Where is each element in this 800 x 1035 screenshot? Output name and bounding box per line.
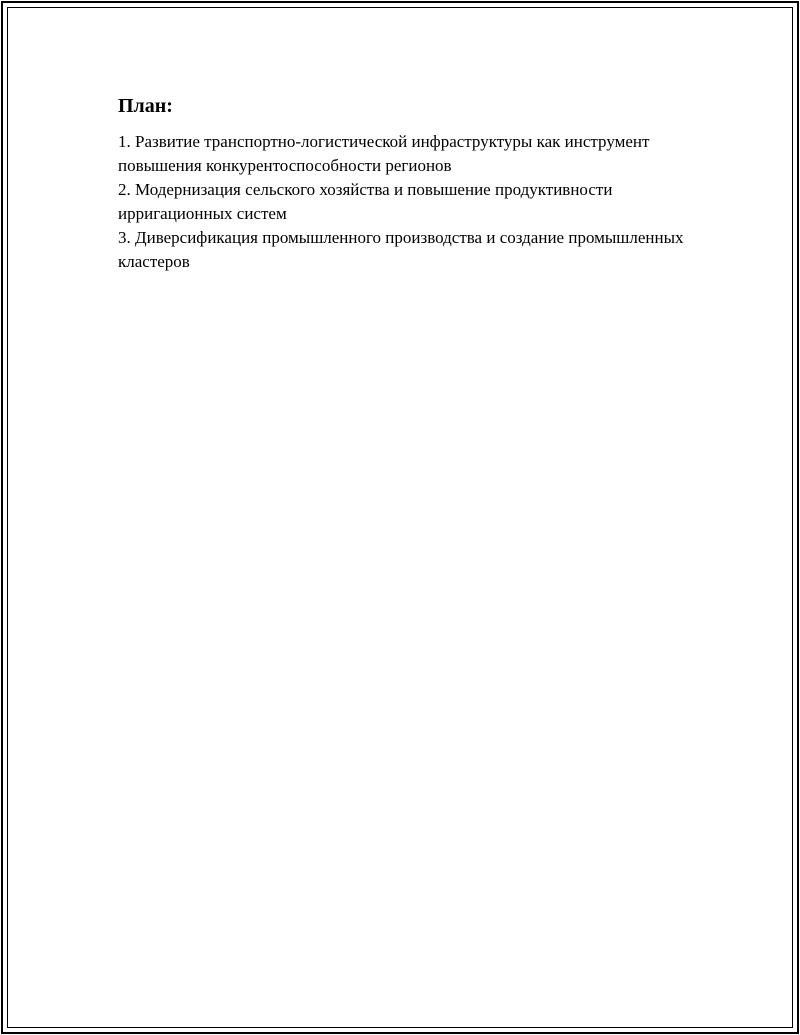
plan-item-2: 2. Модернизация сельского хозяйства и повышение продуктивности ирригационных систем [118, 180, 613, 223]
plan-heading: План: [118, 95, 173, 117]
document-body [118, 93, 698, 274]
plan-item-1: 1. Развитие транспортно-логистической инфраструктуры как инструмент повышения конкурентоспособности регионов [118, 132, 650, 175]
plan-item-3: 3. Диверсификация промышленного производства и создание промышленных кластеров [118, 228, 684, 271]
plan-list [118, 130, 698, 274]
